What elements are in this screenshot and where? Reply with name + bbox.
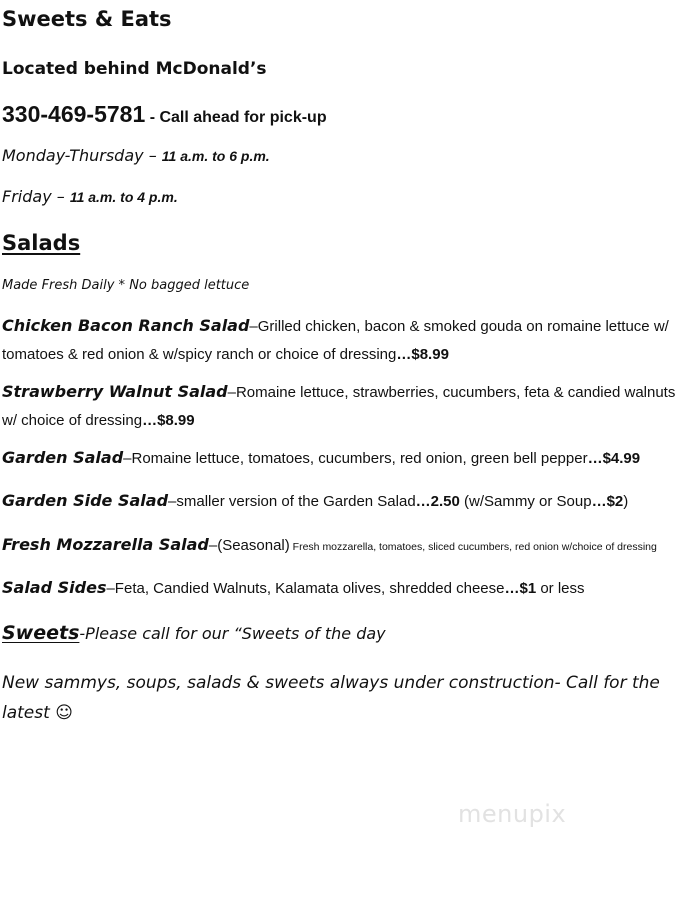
menu-item-extra-price: …$2 <box>591 493 624 510</box>
menu-item-suffix: or less <box>536 580 585 597</box>
hours-time: 11 a.m. to 4 p.m. <box>69 189 178 205</box>
menu-item-name: Fresh Mozzarella Salad <box>2 535 209 554</box>
salads-heading: Salads <box>2 231 81 255</box>
menu-item-description: –smaller version of the Garden Salad <box>168 493 416 510</box>
phone-number[interactable]: 330-469-5781 <box>2 101 146 127</box>
menu-item-fineprint: Fresh mozzarella, tomatoes, sliced cucumbers, red onion w/choice of dressing <box>289 541 657 553</box>
menu-item-description: –Grilled chicken, bacon & smoked gouda on romaine lettuce w/ tomatoes & red onion & w/spicy ranch or choice of dressing <box>2 318 669 363</box>
menu-item-price: …$4.99 <box>587 450 641 467</box>
menu-item <box>2 574 690 603</box>
restaurant-title: Sweets & Eats <box>2 7 172 31</box>
sweets-text: -Please call for our “Sweets of the day <box>79 624 386 643</box>
menu-item-extra: (w/Sammy or Soup <box>459 493 592 510</box>
phone-line <box>2 101 327 128</box>
menu-item <box>2 531 690 561</box>
sweets-heading: Sweets <box>2 622 80 644</box>
menu-item <box>2 444 690 473</box>
menu-item-price: …$8.99 <box>396 346 449 363</box>
hours-separator: – <box>51 187 70 206</box>
menu-item-price: …$8.99 <box>142 412 195 429</box>
salads-note: Made Fresh Daily * No bagged lettuce <box>2 278 250 293</box>
hours-days: Monday-Thursday <box>2 146 144 165</box>
hours-time: 11 a.m. to 6 p.m. <box>161 148 270 164</box>
footer-note: New sammys, soups, salads & sweets always under construction- Call for the latest ☺ <box>2 673 660 723</box>
menu-item-description: –Feta, Candied Walnuts, Kalamata olives, shredded cheese <box>106 580 505 597</box>
menu-item-name: Garden Side Salad <box>2 491 169 510</box>
phone-note: - Call ahead for pick-up <box>149 109 327 126</box>
menu-item <box>2 378 690 435</box>
hours-days: Friday <box>2 187 52 206</box>
menu-item-description: –(Seasonal) <box>208 537 290 554</box>
menu-item-name: Strawberry Walnut Salad <box>2 382 228 401</box>
sweets-line <box>2 622 386 644</box>
hours-monday-thursday <box>2 146 270 165</box>
menupix-watermark: menupix <box>458 800 567 828</box>
hours-friday <box>2 187 178 206</box>
location-line: Located behind McDonald’s <box>2 59 267 79</box>
menu-item-price: …2.50 <box>415 493 460 510</box>
menu-item <box>2 487 690 516</box>
menu-item-name: Garden Salad <box>2 448 124 467</box>
menu-item-description: –Romaine lettuce, tomatoes, cucumbers, red onion, green bell pepper <box>123 450 588 467</box>
menu-item-extra-close: ) <box>623 493 629 510</box>
menu-item-price: …$1 <box>504 580 537 597</box>
menu-item-name: Chicken Bacon Ranch Salad <box>2 316 250 335</box>
menu-item-description: –Romaine lettuce, strawberries, cucumbers, feta & candied walnuts w/ choice of dressing <box>2 384 676 429</box>
hours-separator: – <box>143 146 162 165</box>
menu-item <box>2 312 690 369</box>
menu-item-name: Salad Sides <box>2 578 107 597</box>
